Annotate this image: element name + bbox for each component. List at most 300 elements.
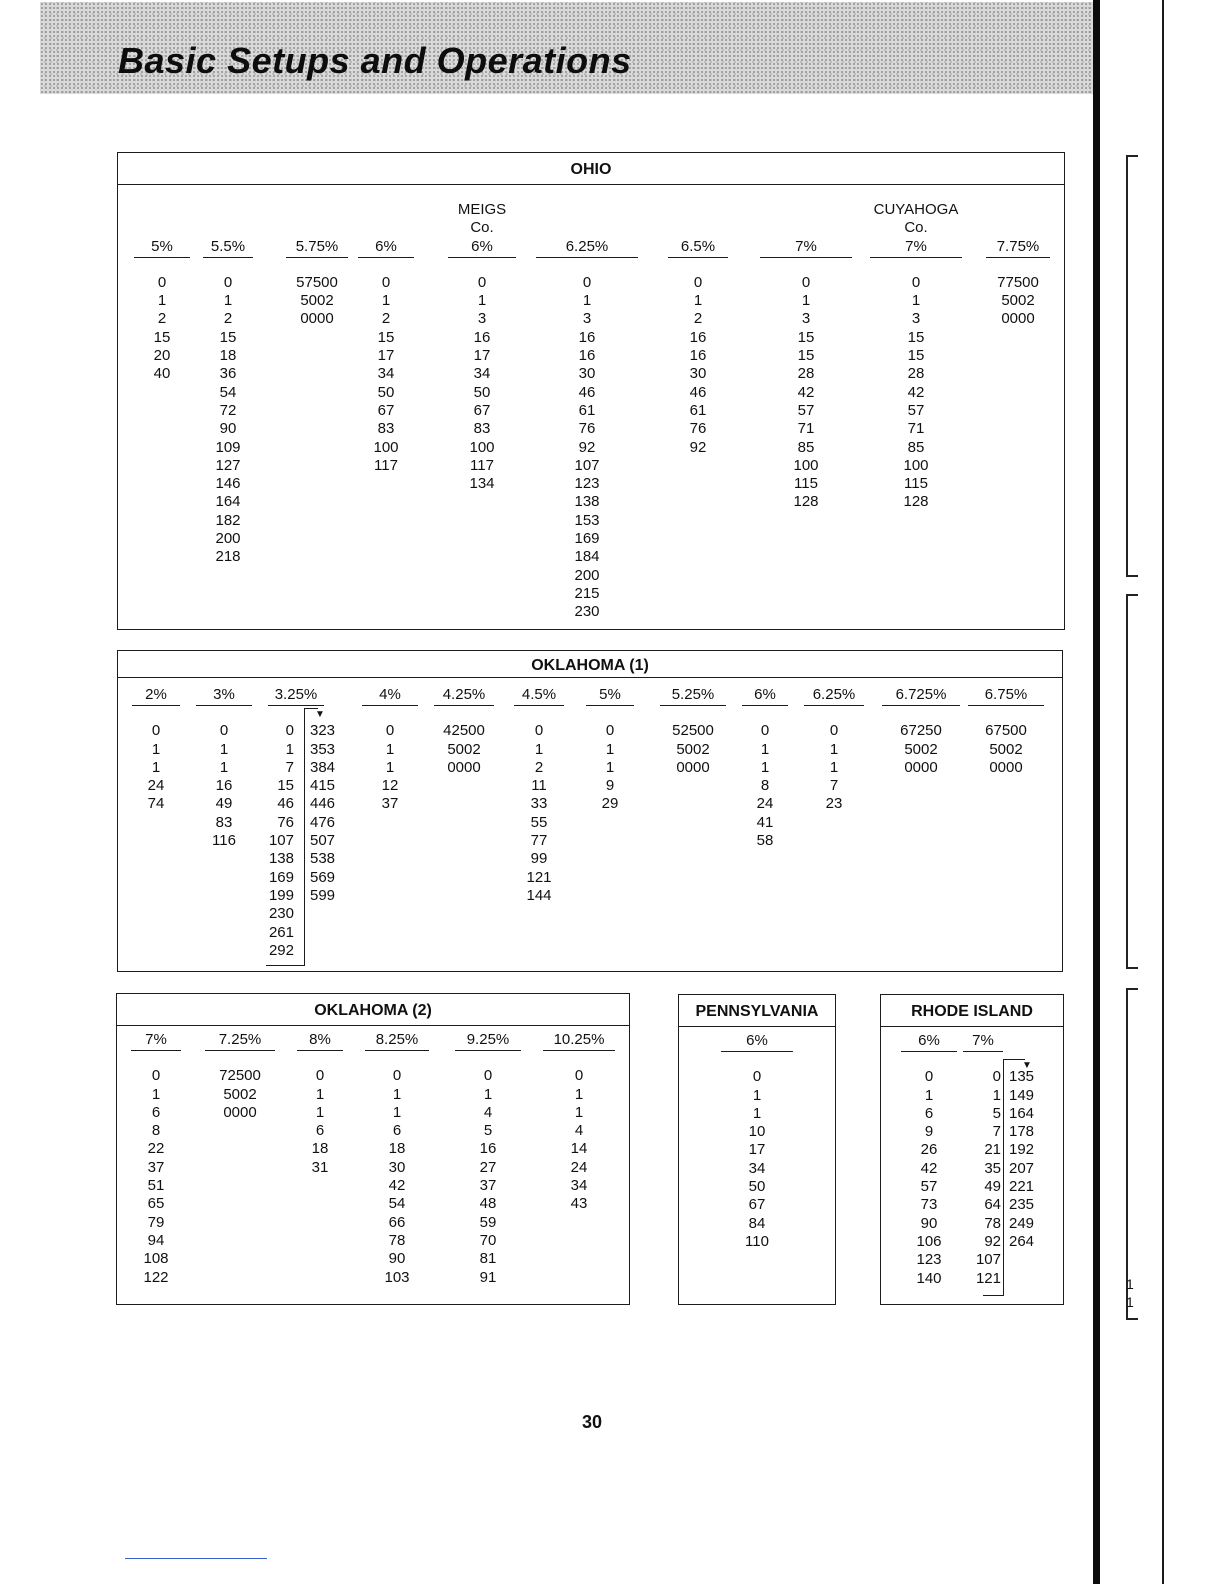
- oklahoma-2-table: [116, 993, 630, 1305]
- side-tab-2: [1126, 594, 1136, 969]
- column-header: 6%: [721, 1032, 793, 1052]
- table-cell: 1: [582, 292, 592, 310]
- table-cell: 5002: [989, 740, 1023, 758]
- rhode-island-title: RHODE ISLAND: [881, 995, 1063, 1027]
- table-cell: 67: [748, 1196, 766, 1214]
- table-cell: 65: [147, 1195, 165, 1213]
- table-cell: 117: [374, 456, 398, 474]
- table-cell: 5: [483, 1122, 493, 1140]
- oklahoma1-column-4: [306, 686, 348, 905]
- table-cell: 31: [311, 1158, 329, 1176]
- table-cell: 67: [377, 401, 395, 419]
- table-cell: 507: [310, 832, 336, 850]
- table-cell: 138: [574, 493, 600, 511]
- table-cell: 1: [534, 740, 544, 758]
- table-cell: 78: [984, 1214, 1001, 1232]
- oklahoma-1-table: [117, 650, 1063, 972]
- table-cell: 0: [829, 722, 839, 740]
- right-edge-line: [1162, 0, 1164, 1584]
- column-header: 6%: [901, 1032, 957, 1052]
- table-cell: 83: [473, 420, 491, 438]
- header-spacer: [203, 201, 253, 219]
- table-cell: 0: [219, 722, 229, 740]
- header-spacer: [286, 201, 348, 219]
- table-cell: 446: [310, 795, 336, 813]
- column-header: 5%: [134, 238, 190, 258]
- table-cell: 20: [153, 347, 171, 365]
- table-cell: 57: [907, 401, 925, 419]
- table-cell: 48: [479, 1195, 497, 1213]
- header-spacer: [986, 201, 1050, 219]
- table-cell: 123: [916, 1251, 942, 1269]
- table-cell: 128: [793, 493, 819, 511]
- column-header: 5.25%: [660, 686, 726, 706]
- table-cell: 5002: [1001, 292, 1035, 310]
- table-cell: 16: [689, 347, 707, 365]
- table-cell: 57: [920, 1178, 938, 1196]
- table-cell: 1: [574, 1103, 584, 1121]
- table-cell: 5002: [447, 740, 481, 758]
- ohio-column-2: [203, 201, 253, 567]
- table-cell: 123: [574, 475, 600, 493]
- table-cell: 1: [385, 740, 395, 758]
- table-cell: 30: [578, 365, 596, 383]
- table-cell: 135: [1009, 1068, 1035, 1086]
- right-margin-rule: [1093, 0, 1100, 1584]
- table-cell: 249: [1009, 1214, 1035, 1232]
- table-cell: 1: [693, 292, 703, 310]
- table-cell: 61: [689, 401, 707, 419]
- table-cell: 14: [570, 1140, 588, 1158]
- table-cell: 27: [479, 1158, 497, 1176]
- header-spacer: [986, 219, 1050, 237]
- footer-link-line: [125, 1558, 267, 1559]
- table-cell: 16: [578, 347, 596, 365]
- table-cell: 33: [530, 795, 548, 813]
- table-cell: 1: [911, 292, 921, 310]
- table-cell: 264: [1009, 1232, 1035, 1250]
- table-cell: 230: [574, 603, 600, 621]
- table-cell: 37: [381, 795, 399, 813]
- table-cell: 115: [794, 475, 818, 493]
- column-header: 8%: [297, 1031, 343, 1051]
- oklahoma-2-title: OKLAHOMA (2): [117, 994, 629, 1026]
- table-cell: 199: [268, 886, 294, 904]
- pennsylvania-column-1: [721, 1032, 793, 1251]
- table-cell: 57: [797, 401, 815, 419]
- column-header: 7.25%: [205, 1031, 275, 1051]
- table-cell: 7: [992, 1123, 1001, 1141]
- table-cell: 49: [215, 795, 233, 813]
- column-header: 3%: [196, 686, 252, 706]
- table-cell: 192: [1009, 1141, 1035, 1159]
- table-cell: 76: [689, 420, 707, 438]
- table-cell: 11: [531, 777, 547, 795]
- table-cell: 0: [582, 273, 592, 291]
- column-header: 7%: [131, 1031, 181, 1051]
- oklahoma2-column-6: [543, 1031, 615, 1214]
- table-cell: 41: [756, 813, 774, 831]
- table-cell: 0: [157, 273, 167, 291]
- table-cell: 90: [388, 1250, 406, 1268]
- oklahoma1-column-12: [882, 686, 960, 777]
- oklahoma1-column-13: [968, 686, 1044, 777]
- table-cell: 71: [797, 420, 815, 438]
- table-cell: 6: [151, 1103, 161, 1121]
- ohio-column-8: [760, 201, 852, 512]
- table-cell: 144: [526, 886, 552, 904]
- table-cell: 3: [801, 310, 811, 328]
- header-spacer: [668, 219, 728, 237]
- table-cell: 54: [388, 1195, 406, 1213]
- table-cell: 50: [748, 1178, 766, 1196]
- oklahoma1-column-5: [362, 686, 418, 814]
- table-cell: 64: [984, 1196, 1001, 1214]
- table-cell: 83: [377, 420, 395, 438]
- table-cell: 164: [215, 493, 241, 511]
- column-header: 8.25%: [365, 1031, 429, 1051]
- table-cell: 72500: [219, 1067, 261, 1085]
- table-cell: 1: [223, 292, 233, 310]
- table-cell: 15: [219, 328, 237, 346]
- ohio-column-4: [358, 201, 414, 475]
- table-cell: 0: [483, 1067, 493, 1085]
- table-cell: 4: [574, 1122, 584, 1140]
- column-header: [306, 686, 348, 706]
- table-cell: 34: [570, 1177, 588, 1195]
- table-cell: 84: [748, 1214, 766, 1232]
- column-header: 4%: [362, 686, 418, 706]
- table-cell: 50: [473, 383, 491, 401]
- table-cell: 17: [377, 347, 395, 365]
- table-cell: 599: [310, 886, 336, 904]
- table-cell: 153: [574, 511, 600, 529]
- table-cell: 100: [793, 456, 819, 474]
- table-cell: 128: [903, 493, 929, 511]
- column-header: 2%: [132, 686, 180, 706]
- table-cell: 5002: [300, 292, 334, 310]
- table-cell: 46: [689, 383, 707, 401]
- table-cell: 0: [801, 273, 811, 291]
- table-cell: 3: [911, 310, 921, 328]
- table-cell: 10: [748, 1123, 766, 1141]
- table-cell: 4: [483, 1103, 493, 1121]
- table-cell: 50: [377, 383, 395, 401]
- table-cell: 16: [578, 328, 596, 346]
- table-cell: 415: [310, 777, 336, 795]
- table-cell: 164: [1009, 1104, 1035, 1122]
- table-cell: 85: [907, 438, 925, 456]
- table-cell: 134: [469, 475, 495, 493]
- table-cell: 384: [310, 758, 336, 776]
- table-cell: 46: [578, 383, 596, 401]
- table-cell: 18: [219, 347, 237, 365]
- column-header: 9.25%: [455, 1031, 521, 1051]
- table-cell: 9: [605, 777, 615, 795]
- table-cell: 1: [801, 292, 811, 310]
- table-cell: 37: [147, 1158, 165, 1176]
- table-cell: 3: [582, 310, 592, 328]
- oklahoma2-column-1: [131, 1031, 181, 1287]
- ohio-column-7: [668, 201, 728, 457]
- table-cell: 146: [215, 475, 241, 493]
- ohio-column-1: [134, 201, 190, 384]
- table-cell: 30: [689, 365, 707, 383]
- oklahoma-1-wrap-bracket: [304, 708, 305, 966]
- table-cell: 74: [147, 795, 165, 813]
- oklahoma1-column-2: [196, 686, 252, 850]
- table-cell: 1: [381, 292, 391, 310]
- header-spacer: [358, 219, 414, 237]
- table-cell: 76: [277, 813, 294, 831]
- table-cell: 1: [605, 758, 615, 776]
- page-title: Basic Setups and Operations: [118, 40, 632, 81]
- table-cell: 83: [215, 813, 233, 831]
- table-cell: 90: [219, 420, 237, 438]
- ohio-column-5: [448, 201, 516, 493]
- table-cell: 46: [277, 795, 294, 813]
- column-header: 4.5%: [514, 686, 564, 706]
- table-cell: 18: [388, 1140, 406, 1158]
- table-cell: 100: [903, 456, 929, 474]
- table-cell: 0: [992, 1068, 1001, 1086]
- table-cell: 1: [285, 740, 294, 758]
- table-cell: 67250: [900, 722, 942, 740]
- table-cell: 34: [748, 1159, 766, 1177]
- table-cell: 1: [392, 1103, 402, 1121]
- ohio-column-10: [986, 201, 1050, 329]
- header-spacer: [536, 219, 638, 237]
- rhode-island-wrap-bracket: [1003, 1059, 1004, 1296]
- header-spacer: [668, 201, 728, 219]
- table-cell: 261: [268, 923, 294, 941]
- side-tab-3: [1126, 988, 1136, 1320]
- table-cell: 117: [470, 456, 494, 474]
- table-cell: 0: [151, 1067, 161, 1085]
- table-cell: 92: [578, 438, 596, 456]
- table-cell: 7: [829, 777, 839, 795]
- ohio-title: OHIO: [118, 153, 1064, 185]
- table-cell: 182: [215, 511, 241, 529]
- table-cell: 140: [916, 1269, 942, 1287]
- side-tab-1: [1126, 155, 1136, 577]
- table-cell: 43: [570, 1195, 588, 1213]
- table-cell: 36: [219, 365, 237, 383]
- table-cell: 2: [223, 310, 233, 328]
- table-cell: 16: [473, 328, 491, 346]
- table-cell: 110: [745, 1232, 769, 1250]
- ohio-table: [117, 152, 1065, 630]
- table-cell: 85: [797, 438, 815, 456]
- table-cell: 99: [530, 850, 548, 868]
- table-cell: 218: [215, 548, 241, 566]
- table-cell: 79: [147, 1213, 165, 1231]
- rhode-island-column-1: [901, 1032, 957, 1288]
- table-cell: 0000: [676, 758, 710, 776]
- oklahoma1-column-8: [586, 686, 634, 814]
- table-cell: 54: [219, 383, 237, 401]
- table-cell: 24: [756, 795, 774, 813]
- table-cell: 149: [1009, 1086, 1035, 1104]
- table-cell: 7: [285, 758, 294, 776]
- table-cell: 6: [924, 1104, 934, 1122]
- pennsylvania-table: [678, 994, 836, 1305]
- table-cell: 55: [530, 813, 548, 831]
- table-cell: 66: [388, 1213, 406, 1231]
- table-cell: 15: [277, 777, 294, 795]
- table-cell: 61: [578, 401, 596, 419]
- table-cell: 116: [212, 832, 236, 850]
- table-cell: 0: [924, 1068, 934, 1086]
- table-cell: 91: [479, 1268, 497, 1286]
- table-cell: 23: [825, 795, 843, 813]
- ohio-column-9: [870, 201, 962, 512]
- table-cell: 178: [1009, 1123, 1035, 1141]
- oklahoma2-column-4: [365, 1031, 429, 1287]
- table-cell: 107: [975, 1251, 1001, 1269]
- table-cell: 127: [215, 456, 241, 474]
- table-cell: 207: [1009, 1159, 1035, 1177]
- rhode-island-column-2: [963, 1032, 1003, 1288]
- oklahoma1-column-7: [514, 686, 564, 905]
- table-cell: 323: [310, 722, 336, 740]
- column-header: 6%: [448, 238, 516, 258]
- table-cell: 16: [479, 1140, 497, 1158]
- table-cell: 0: [315, 1067, 325, 1085]
- table-cell: 1: [760, 740, 770, 758]
- table-cell: 5002: [904, 740, 938, 758]
- column-header: 7%: [760, 238, 852, 258]
- table-cell: 0000: [447, 758, 481, 776]
- ohio-column-3: [286, 201, 348, 329]
- table-cell: 59: [479, 1213, 497, 1231]
- table-cell: 569: [310, 868, 336, 886]
- table-cell: 2: [157, 310, 167, 328]
- column-header: 6.25%: [536, 238, 638, 258]
- side-marker-1: 1: [1126, 1276, 1134, 1292]
- column-header: 6.75%: [968, 686, 1044, 706]
- table-cell: 58: [756, 832, 774, 850]
- table-cell: 1: [151, 740, 161, 758]
- table-cell: 0: [605, 722, 615, 740]
- table-cell: 1: [752, 1104, 762, 1122]
- table-cell: 17: [473, 347, 491, 365]
- oklahoma-1-title: OKLAHOMA (1): [118, 651, 1062, 678]
- table-cell: 1: [829, 740, 839, 758]
- table-cell: 0: [151, 722, 161, 740]
- header-spacer: [203, 219, 253, 237]
- table-cell: 221: [1009, 1178, 1035, 1196]
- column-header: 3.25%: [268, 686, 324, 706]
- table-cell: 49: [984, 1178, 1001, 1196]
- table-cell: 72: [219, 401, 237, 419]
- table-cell: 1: [992, 1086, 1001, 1104]
- table-cell: 24: [570, 1158, 588, 1176]
- table-cell: 1: [924, 1086, 934, 1104]
- table-cell: 0000: [904, 758, 938, 776]
- table-cell: 2: [693, 310, 703, 328]
- table-cell: 37: [479, 1177, 497, 1195]
- table-cell: 121: [975, 1269, 1001, 1287]
- column-header: Co.: [470, 219, 494, 237]
- table-cell: 12: [381, 777, 399, 795]
- table-cell: 81: [479, 1250, 497, 1268]
- column-header: 7.75%: [986, 238, 1050, 258]
- table-cell: 42: [920, 1159, 938, 1177]
- table-cell: 121: [526, 868, 552, 886]
- header-spacer: [134, 219, 190, 237]
- table-cell: 5: [992, 1104, 1001, 1122]
- table-cell: 67: [473, 401, 491, 419]
- oklahoma2-column-2: [205, 1031, 275, 1122]
- table-cell: 24: [147, 777, 165, 795]
- table-cell: 184: [574, 548, 600, 566]
- table-cell: 138: [268, 850, 294, 868]
- table-cell: 103: [384, 1268, 410, 1286]
- table-cell: 169: [268, 868, 294, 886]
- table-cell: 6: [392, 1122, 402, 1140]
- table-cell: 1: [219, 758, 229, 776]
- table-cell: 34: [473, 365, 491, 383]
- column-header: 6.25%: [804, 686, 864, 706]
- table-cell: 1: [315, 1103, 325, 1121]
- table-cell: 57500: [296, 273, 338, 291]
- table-cell: 0: [693, 273, 703, 291]
- table-cell: 40: [153, 365, 171, 383]
- table-cell: 3: [477, 310, 487, 328]
- table-cell: 0: [752, 1068, 762, 1086]
- header-spacer: [536, 201, 638, 219]
- header-spacer: [134, 201, 190, 219]
- oklahoma1-column-9: [660, 686, 726, 777]
- table-cell: 107: [268, 832, 294, 850]
- oklahoma1-column-11: [804, 686, 864, 814]
- table-cell: 52500: [672, 722, 714, 740]
- rhode-island-wrap-arrow-icon: ▼: [1022, 1060, 1032, 1071]
- side-marker-2: 1: [1126, 1294, 1134, 1310]
- table-cell: 70: [479, 1231, 497, 1249]
- column-header: 5.75%: [286, 238, 348, 258]
- table-cell: 1: [760, 758, 770, 776]
- table-cell: 22: [147, 1140, 165, 1158]
- oklahoma-1-wrap-arrow-icon: ▼: [315, 709, 325, 720]
- table-cell: 100: [469, 438, 495, 456]
- table-cell: 0000: [300, 310, 334, 328]
- table-cell: 15: [907, 328, 925, 346]
- table-cell: 71: [907, 420, 925, 438]
- table-cell: 0: [911, 273, 921, 291]
- table-cell: 76: [578, 420, 596, 438]
- table-cell: 1: [574, 1085, 584, 1103]
- table-cell: 92: [984, 1232, 1001, 1250]
- table-cell: 15: [797, 347, 815, 365]
- column-header: 7%: [870, 238, 962, 258]
- column-header: CUYAHOGA: [873, 201, 959, 218]
- table-cell: 90: [920, 1214, 938, 1232]
- table-cell: 67500: [985, 722, 1027, 740]
- table-cell: 169: [574, 530, 600, 548]
- table-cell: 0: [392, 1067, 402, 1085]
- table-cell: 30: [388, 1158, 406, 1176]
- table-cell: 1: [752, 1086, 762, 1104]
- table-cell: 1: [151, 1085, 161, 1103]
- table-cell: 0: [223, 273, 233, 291]
- table-cell: 8: [760, 777, 770, 795]
- table-cell: 18: [311, 1140, 329, 1158]
- oklahoma-1-wrap-bracket-bottom: [266, 950, 304, 966]
- table-cell: 0000: [989, 758, 1023, 776]
- table-cell: 9: [924, 1123, 934, 1141]
